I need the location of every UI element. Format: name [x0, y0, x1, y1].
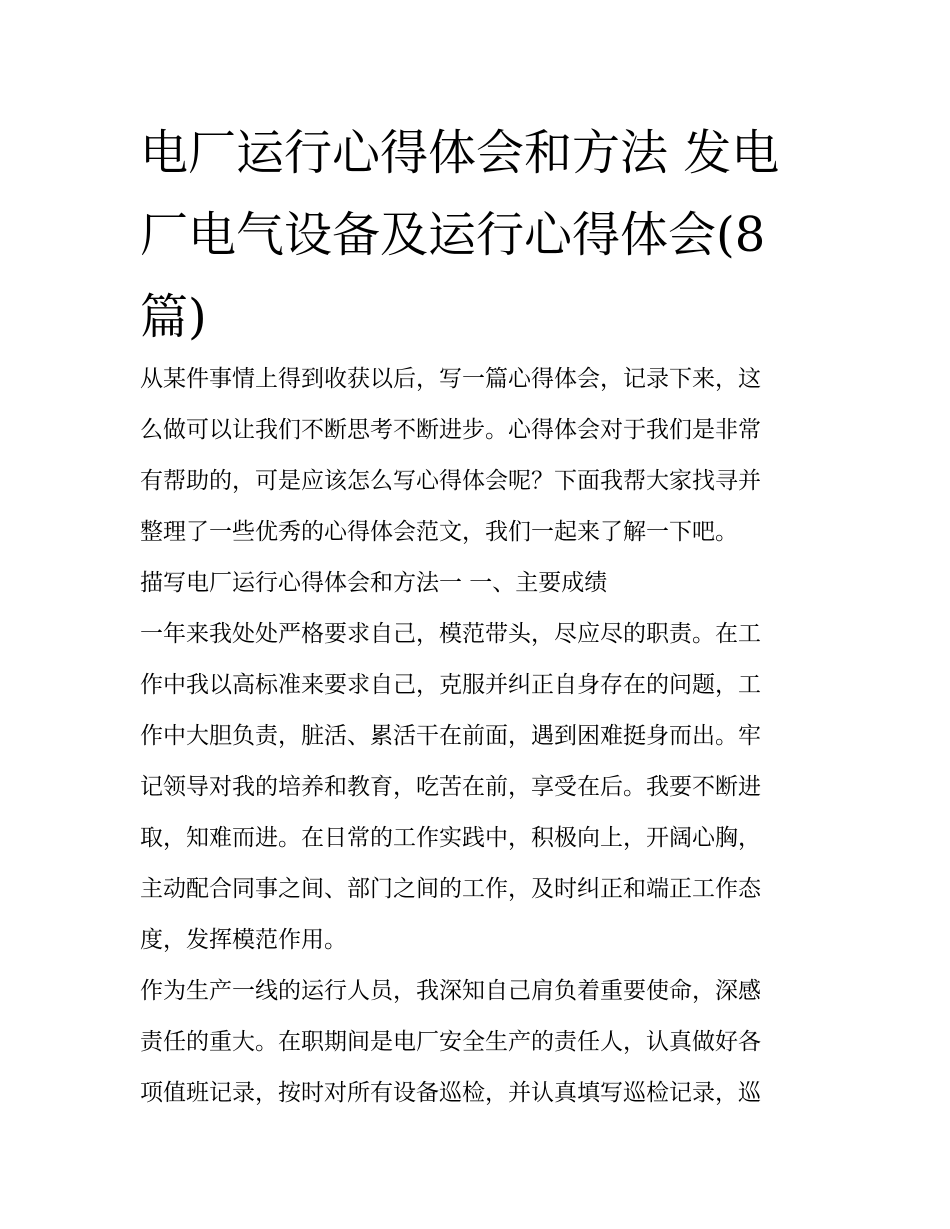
- text-line: 有帮助的，可是应该怎么写心得体会呢？下面我帮大家找寻并: [140, 468, 761, 494]
- intro-paragraph: [140, 354, 830, 558]
- document-title: [140, 112, 830, 358]
- section-heading: [140, 558, 830, 609]
- document-body: [140, 354, 830, 1119]
- body-paragraph: [140, 966, 830, 1119]
- text-line: 项值班记录，按时对所有设备巡检，并认真填写巡检记录，巡: [140, 1080, 761, 1106]
- title-line: 厂电气设备及运行心得体会(8: [140, 207, 766, 263]
- text-line: 描写电厂运行心得体会和方法一 一、主要成绩: [140, 570, 608, 596]
- text-line: 从某件事情上得到收获以后，写一篇心得体会，记录下来，这: [140, 366, 761, 392]
- body-paragraph: [140, 609, 830, 966]
- text-line: 作为生产一线的运行人员，我深知自己肩负着重要使命，深感: [140, 978, 761, 1004]
- title-line: 篇): [140, 289, 207, 345]
- text-line: 度，发挥模范作用。: [140, 927, 347, 953]
- text-line: 作中我以高标准来要求自己，克服并纠正自身存在的问题，工: [140, 672, 761, 698]
- text-line: 责任的重大。在职期间是电厂安全生产的责任人，认真做好各: [140, 1029, 761, 1055]
- text-line: 整理了一些优秀的心得体会范文，我们一起来了解一下吧。: [140, 519, 738, 545]
- text-line: 记领导对我的培养和教育，吃苦在前，享受在后。我要不断进: [140, 774, 761, 800]
- text-line: 主动配合同事之间、部门之间的工作，及时纠正和端正工作态: [140, 876, 761, 902]
- title-line: 电厂运行心得体会和方法 发电: [140, 125, 780, 181]
- text-line: 一年来我处处严格要求自己，模范带头，尽应尽的职责。在工: [140, 621, 761, 647]
- text-line: 么做可以让我们不断思考不断进步。心得体会对于我们是非常: [140, 417, 761, 443]
- text-line: 作中大胆负责，脏活、累活干在前面，遇到困难挺身而出。牢: [140, 723, 761, 749]
- text-line: 取，知难而进。在日常的工作实践中，积极向上，开阔心胸，: [140, 825, 761, 851]
